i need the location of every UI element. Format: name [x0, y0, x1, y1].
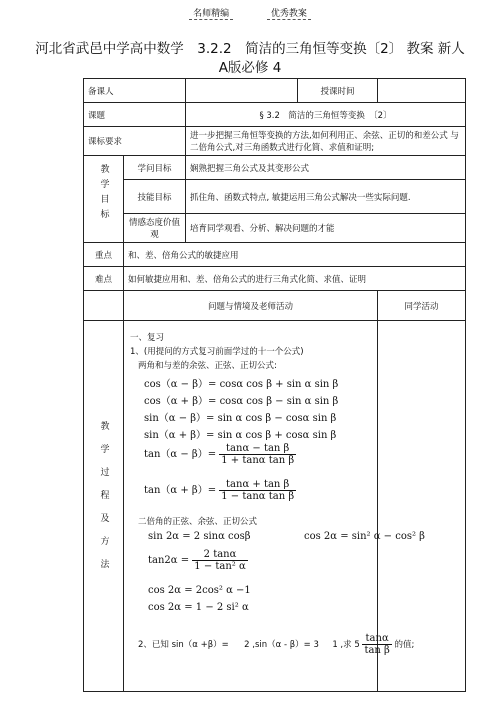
header-right: 优秀教案: [267, 9, 311, 20]
formula-tan-plus: tan（α + β）= $\frac{\text{tanα + tan β}}{\text{1 − tanα tan β}}$: [144, 479, 295, 502]
formula-cos-minus: cos（α − β）= cosα cos β + sin α sin β: [144, 379, 339, 390]
header-left: 名师精编: [189, 9, 233, 20]
formula-tan-minus: tan（α − β）= $\frac{\text{tanα − tan β}}{\text{1 + tanα tan β}}$: [144, 443, 295, 466]
goal-label-0: 学问目标: [124, 156, 186, 180]
formula-cos-double-1: cos 2α = 2cos² α −1: [148, 585, 251, 596]
formula-tan-double: tan2α = $\frac{2 \tan\alpha}{\text{1 − tan² α}}$: [148, 549, 246, 572]
teacher-label: 备课人: [84, 79, 186, 103]
topic-label: 课题: [84, 103, 186, 127]
formula-cos-double-sq: cos 2α = sin² α − cos² β: [304, 531, 425, 542]
goal-label-2: 情感态度价值观: [124, 214, 186, 243]
key-label: 重点: [84, 243, 124, 267]
proc-header-blank: [84, 291, 124, 321]
goal-value-2: 培育同学观看、分析、解决问题的才能: [186, 214, 466, 243]
formula-cos-plus: cos（α + β）= cosα cos β − sin α sin β: [144, 396, 339, 407]
lesson-table: [83, 78, 466, 692]
page-title: [20, 40, 480, 78]
process-header: 问题与情境及老师活动: [124, 291, 378, 321]
formula-sin-plus: sin（α + β）= sin α cos β + cosα sin β: [144, 430, 337, 441]
sum-diff-title: 两角和与差的余弦、正弦、正切公式:: [138, 361, 277, 371]
formula-cos-double-2: cos 2α = 1 − 2 si² α: [148, 602, 249, 613]
process-content: [124, 321, 425, 692]
goal-value-0: 娴熟把握三角公式及其变形公式: [186, 156, 466, 180]
review-heading: 一、复习: [130, 333, 165, 343]
time-value: [378, 79, 466, 103]
goals-label: 教学目标: [84, 156, 124, 243]
key-value: 和、差、倍角公式的敏捷应用: [124, 243, 466, 267]
teacher-value: [186, 79, 298, 103]
page-header: [0, 6, 500, 19]
review-step1: 1、(用提问的方式复习前面学过的十一个公式): [130, 347, 304, 357]
time-label: 授课时间: [298, 79, 378, 103]
req-value: 进一步把握三角恒等变换的方法,如何利用正、余弦、正切的和差公式 与二倍角公式,对三角函数式进行化简、求值和证明;: [186, 127, 466, 156]
goal-label-1: 技能目标: [124, 180, 186, 214]
title-line-2: A版必修 4: [218, 60, 282, 76]
difficulty-label: 难点: [84, 267, 124, 291]
topic-value: § 3.2 简洁的三角恒等变换 〔2〕: [186, 103, 466, 127]
title-line-1: 河北省武邑中学高中数学 3.2.2 简洁的三角恒等变换〔2〕 教案 新人: [35, 41, 465, 57]
difficulty-value: 如何敏捷应用和、差、倍角公式的进行三角式化简、求值、证明: [124, 267, 466, 291]
double-angle-title: 二倍角的正弦、余弦、正切公式: [138, 517, 258, 527]
req-label: 课标要求: [84, 127, 186, 156]
formula-sin-double: sin 2α = 2 sinα cosβ: [148, 531, 251, 542]
process-label: 教学过程及方法: [84, 321, 124, 692]
goal-value-1: 抓住角、函数式特点, 敏捷运用三角公式解决一些实际问题.: [186, 180, 466, 214]
student-header: 同学活动: [378, 291, 466, 321]
question-2: 2、已知 sin（α +β）= 2 ,sin（α - β）= 3 1 ,求 5 $\frac{\tan\alpha}{\text{tan β}}$ 的值;: [138, 633, 415, 656]
formula-sin-minus: sin（α − β）= sin α cos β − cosα sin β: [144, 413, 337, 424]
